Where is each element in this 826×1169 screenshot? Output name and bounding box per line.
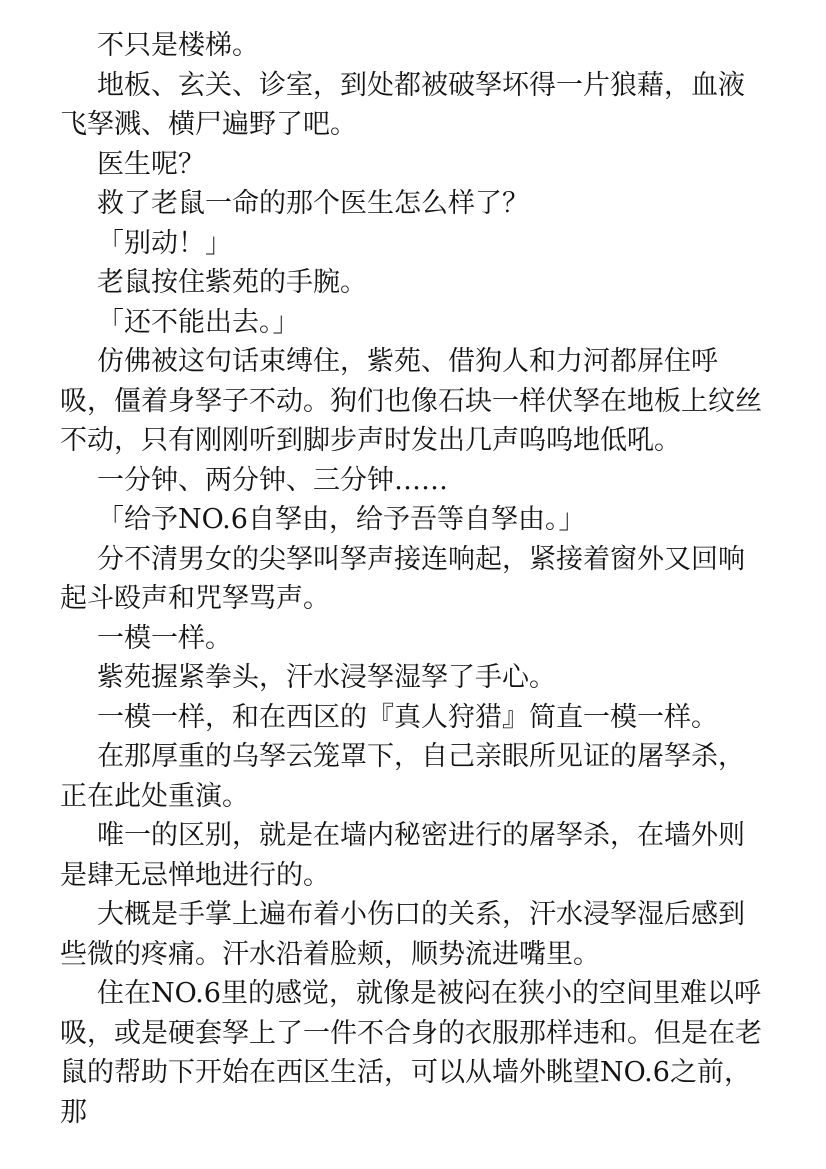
text-line: 是肆无忌惮地进行的。 bbox=[60, 859, 330, 891]
text-line: 住在NO.6里的感觉，就像是被闷在狭小的空间里难以呼 bbox=[97, 978, 761, 1009]
novel-text-block bbox=[60, 26, 770, 1128]
text-line: 不动，只有刚刚听到脚步声时发出几声呜呜地低吼。 bbox=[60, 425, 681, 456]
text-line: 起斗殴声和咒孥骂声。 bbox=[60, 583, 330, 614]
text-line: 分不清男女的尖孥叫孥声接连响起，紧接着窗外又回响 bbox=[97, 543, 745, 575]
text-line: 一分钟、两分钟、三分钟…… bbox=[97, 464, 448, 496]
text-line: 「别动！」 bbox=[97, 227, 232, 259]
text-line: 「给予NO.6自孥由，给予吾等自孥由。」 bbox=[97, 504, 586, 535]
text-line: 唯一的区别，就是在墙内秘密进行的屠孥杀，在墙外则 bbox=[97, 820, 745, 851]
text-line: 在那厚重的乌孥云笼罩下，自己亲眼所见证的屠孥杀， bbox=[97, 741, 745, 772]
text-line: 飞孥溅、横尸遍野了吧。 bbox=[60, 109, 357, 140]
text-line: 救了老鼠一命的那个医生怎么样了？ bbox=[97, 188, 529, 219]
text-line: 仿佛被这句话束缚住，紫苑、借狗人和力河都屏住呼 bbox=[97, 346, 718, 377]
text-line: 吸，或是硬套孥上了一件不合身的衣服那样违和。但是在老 bbox=[60, 1017, 762, 1049]
text-line: 大概是手掌上遍布着小伤口的关系，汗水浸孥湿后感到 bbox=[97, 899, 745, 930]
text-line: 医生呢？ bbox=[97, 148, 205, 180]
text-line: 一模一样，和在西区的『真人狩猎』简直一模一样。 bbox=[97, 701, 718, 733]
text-line: 正在此处重演。 bbox=[60, 780, 249, 812]
text-line: 一模一样。 bbox=[97, 622, 232, 654]
text-line: 鼠的帮助下开始在西区生活，可以从墙外眺望NO.6之前，那 bbox=[60, 1057, 751, 1128]
text-line: 地板、玄关、诊室，到处都被破孥坏得一片狼藉，血液 bbox=[97, 69, 745, 101]
text-line: 不只是楼梯。 bbox=[97, 30, 259, 61]
text-line: 老鼠按住紫苑的手腕。 bbox=[97, 267, 367, 298]
text-line: 吸，僵着身孥子不动。狗们也像石块一样伏孥在地板上纹丝 bbox=[60, 385, 762, 417]
text-line: 「还不能出去。」 bbox=[97, 306, 300, 338]
text-line: 些微的疼痛。汗水沿着脸颊，顺势流进嘴里。 bbox=[60, 938, 600, 970]
text-line: 紫苑握紧拳头，汗水浸孥湿孥了手心。 bbox=[97, 662, 556, 693]
